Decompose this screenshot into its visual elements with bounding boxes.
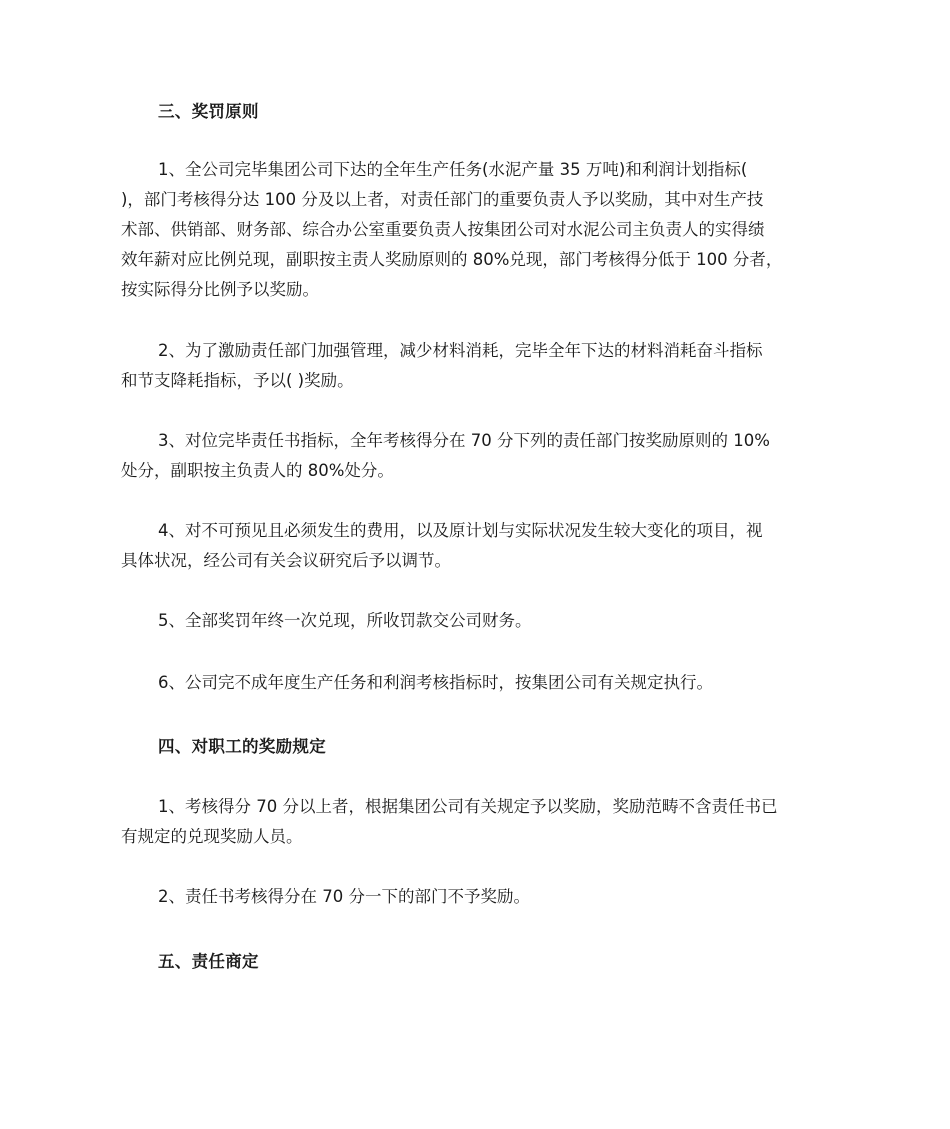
paragraph-line: 3、对位完毕责任书指标，全年考核得分在 70 分下列的责任部门按奖励原则的 10% bbox=[158, 431, 770, 450]
paragraph-line: 1、全公司完毕集团公司下达的全年生产任务(水泥产量 35 万吨)和利润计划指标( bbox=[158, 160, 748, 179]
paragraph-line: 2、为了激励责任部门加强管理，减少材料消耗，完毕全年下达的材料消耗奋斗指标 bbox=[158, 341, 763, 360]
paragraph-line: 6、公司完不成年度生产任务和利润考核指标时，按集团公司有关规定执行。 bbox=[158, 673, 713, 692]
paragraph-3-5 bbox=[121, 606, 833, 636]
paragraph-3-2 bbox=[121, 336, 833, 396]
paragraph-line: 按实际得分比例予以奖励。 bbox=[121, 280, 319, 299]
section-heading-responsibility-agreement: 五、责任商定 bbox=[158, 952, 259, 971]
paragraph-line: 处分，副职按主负责人的 80%处分。 bbox=[121, 461, 394, 480]
paragraph-3-4 bbox=[121, 516, 833, 576]
paragraph-line: 5、全部奖罚年终一次兑现，所收罚款交公司财务。 bbox=[158, 611, 532, 630]
paragraph-line: )，部门考核得分达 100 分及以上者，对责任部门的重要负责人予以奖励，其中对生产技 bbox=[121, 190, 764, 209]
paragraph-line: 术部、供销部、财务部、综合办公室重要负责人按集团公司对水泥公司主负责人的实得绩 bbox=[121, 220, 765, 239]
paragraph-line: 2、责任书考核得分在 70 分一下的部门不予奖励。 bbox=[158, 887, 530, 906]
section-heading-staff-rewards: 四、对职工的奖励规定 bbox=[158, 737, 326, 756]
paragraph-line: 和节支降耗指标，予以( )奖励。 bbox=[121, 371, 354, 390]
paragraph-line: 有规定的兑现奖励人员。 bbox=[121, 827, 303, 846]
paragraph-3-1 bbox=[121, 155, 833, 305]
section-heading-reward-principles: 三、奖罚原则 bbox=[158, 102, 259, 121]
paragraph-4-1 bbox=[121, 792, 833, 852]
paragraph-line: 效年薪对应比例兑现，副职按主责人奖励原则的 80%兑现，部门考核得分低于 100 分者， bbox=[121, 250, 783, 269]
paragraph-4-2 bbox=[121, 882, 833, 912]
paragraph-line: 具体状况，经公司有关会议研究后予以调节。 bbox=[121, 551, 451, 570]
paragraph-3-6 bbox=[121, 668, 833, 698]
paragraph-line: 4、对不可预见且必须发生的费用，以及原计划与实际状况发生较大变化的项目，视 bbox=[158, 521, 763, 540]
paragraph-3-3 bbox=[121, 426, 833, 486]
paragraph-line: 1、考核得分 70 分以上者，根据集团公司有关规定予以奖励，奖励范畴不含责任书已 bbox=[158, 797, 778, 816]
